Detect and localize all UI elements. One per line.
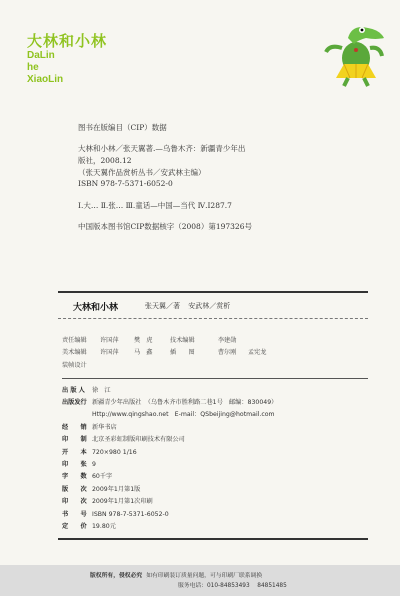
pub-row-publisher xyxy=(62,397,277,406)
brand-title-en xyxy=(27,50,63,86)
pub-row-distributor xyxy=(62,422,117,431)
pub-value: 新疆青少年出版社 （乌鲁木齐市胜利路二巷1号 邮编：830049） xyxy=(92,399,278,406)
pub-value: 2009年1月第1次印刷 xyxy=(92,498,153,505)
pub-row-web xyxy=(62,409,275,418)
pub-value: 9 xyxy=(92,461,96,468)
footer-rights: 版权所有，侵权必究 xyxy=(90,573,143,579)
crocodile-mascot-icon xyxy=(318,18,388,88)
staff-label-illustration: 插 图 xyxy=(169,349,195,356)
pub-row-word-count xyxy=(62,471,112,480)
pub-value: 徐 江 xyxy=(92,387,111,394)
staff-label-binding-design: 装帧设计 xyxy=(62,362,87,369)
pub-label: 定 价 xyxy=(62,523,87,530)
staff-name-7: 孟宪龙 xyxy=(247,349,267,356)
staff-name-5: 马 鑫 xyxy=(133,349,153,356)
pub-row-edition xyxy=(62,484,140,493)
staff-name-2: 樊 虎 xyxy=(133,337,153,344)
pub-value: Http://www.qingshao.net E-mail：QSbeijing@hotmail.com xyxy=(92,411,275,418)
pub-label: 印 张 xyxy=(62,461,87,468)
pub-value: 19.80元 xyxy=(92,523,116,530)
pub-label: 印 制 xyxy=(62,436,87,443)
pub-value: 北京圣彩虹制版印刷技术有限公司 xyxy=(92,436,185,443)
footer-quality-notice: 如有印刷装订质量问题，可与印刷厂联系调换 xyxy=(146,573,263,579)
staff-label-responsible-editor: 责任编辑 xyxy=(62,337,87,344)
footer-phone: 服务电话：010-84853493 84851485 xyxy=(178,583,287,589)
staff-label-art-editor: 美术编辑 xyxy=(62,349,87,356)
pub-label: 出版发行 xyxy=(62,399,87,406)
cip-line-5: Ⅰ.大… Ⅱ.张… Ⅲ.童话—中国—当代 Ⅳ.I287.7 xyxy=(78,201,232,210)
pub-row-isbn xyxy=(62,509,169,518)
pub-value: 2009年1月第1版 xyxy=(92,486,141,493)
cip-line-3: （张天翼作品赏析丛书／安武林主编） xyxy=(78,168,206,177)
pub-row-format xyxy=(62,447,137,456)
staff-name-3: 李建勋 xyxy=(217,337,237,344)
staff-label-tech-editor: 技术编辑 xyxy=(169,337,195,344)
brand-en-line-2: he xyxy=(27,62,39,73)
pub-label: 书 号 xyxy=(62,511,87,518)
pub-label: 印 次 xyxy=(62,498,87,505)
staff-name-1: 许国萍 xyxy=(99,337,119,344)
brand-en-line-1: DaLin xyxy=(27,50,55,61)
publication-rule xyxy=(62,378,368,379)
staff-row-1 xyxy=(62,335,236,344)
cip-line-6: 中国版本图书馆CIP数据核字（2008）第197326号 xyxy=(78,222,252,231)
pub-value: 60千字 xyxy=(92,473,113,480)
staff-row-3 xyxy=(62,360,87,369)
pub-row-sheets xyxy=(62,459,96,468)
brand-en-line-3: XiaoLin xyxy=(27,74,64,85)
pub-row-publisher-person xyxy=(62,385,111,394)
pub-label: 字 数 xyxy=(62,473,87,480)
title-rule-top xyxy=(58,291,368,293)
staff-row-2 xyxy=(62,347,266,356)
pub-label: 出 版 人 xyxy=(62,387,85,394)
cip-line-2: 版社，2008.12 xyxy=(78,156,132,165)
footer-rule xyxy=(58,538,368,540)
pub-value: 新华书店 xyxy=(92,424,117,431)
pub-value: 720×980 1/16 xyxy=(92,449,137,456)
pub-label: 开 本 xyxy=(62,449,87,456)
staff-name-6: 曹尔刚 xyxy=(217,349,237,356)
title-rule-bottom xyxy=(58,318,368,319)
pub-row-impression xyxy=(62,496,153,505)
pub-label: 经 销 xyxy=(62,424,87,431)
pub-value: ISBN 978-7-5371-6052-0 xyxy=(92,511,169,518)
cip-line-4: ISBN 978-7-5371-6052-0 xyxy=(78,179,173,188)
authors xyxy=(145,301,236,311)
brand-title-cn: 大林和小林 xyxy=(27,32,108,50)
book-title: 大林和小林 xyxy=(73,303,119,313)
pub-row-printer xyxy=(62,434,185,443)
author-annotator: 安武林／赏析 xyxy=(188,302,231,310)
cip-line-1: 大林和小林／张天翼著.—乌鲁木齐：新疆青少年出 xyxy=(78,144,246,153)
author-main: 张天翼／著 xyxy=(145,302,180,310)
staff-name-4: 许国萍 xyxy=(99,349,119,356)
footer-notice xyxy=(90,570,262,579)
pub-row-price xyxy=(62,521,116,530)
pub-label: 版 次 xyxy=(62,486,87,493)
cip-heading: 图书在版编目（CIP）数据 xyxy=(78,123,167,132)
